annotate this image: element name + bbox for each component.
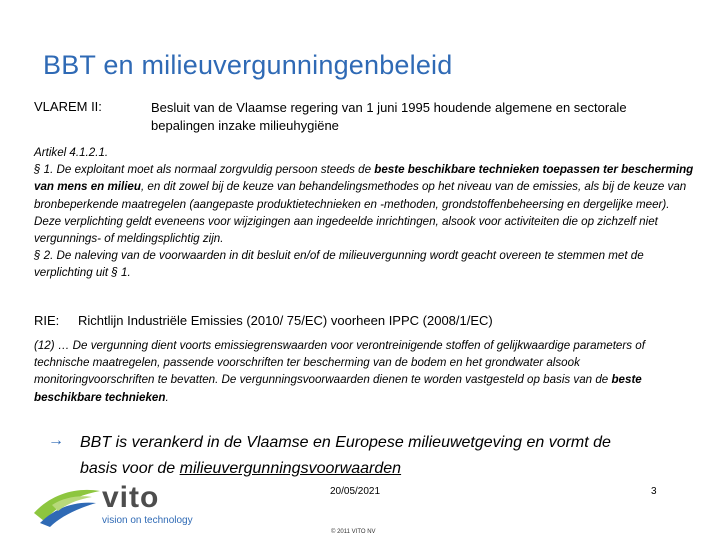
article-heading: Artikel 4.1.2.1. bbox=[34, 146, 109, 159]
vlarem-label: VLAREM II: bbox=[34, 99, 102, 114]
conclusion-text-a: BBT is verankerd in de Vlaamse en Europese milieuwetgeving en vormt de basis voor de bbox=[80, 434, 611, 477]
article-p1-text-a: § 1. De exploitant moet als normaal zorgvuldig persoon steeds de bbox=[34, 163, 375, 177]
footer-date: 20/05/2021 bbox=[330, 486, 381, 497]
conclusion-text bbox=[80, 430, 640, 482]
conclusion-underlined: milieuvergunningsvoorwaarden bbox=[179, 460, 402, 477]
article-paragraph-2: § 2. De naleving van de voorwaarden in dit besluit en/of de milieuvergunning wordt geacht overeen te stemmen met de verplichting uit § 1. bbox=[34, 249, 644, 280]
rie-text bbox=[34, 337, 694, 406]
arrow-icon: → bbox=[48, 432, 64, 449]
rie-text-a: (12) … De vergunning dient voorts emissiegrenswaarden voor verontreinigende stoffen of gelijkwaardige parameters of technische maatregelen, passende voorschriften ter bescherming van de bodem en het grondwater alsook monitoringvoorschriften te bevatten. De vergunningsvoorwaarden dienen te worden vastgesteld op basis van de bbox=[34, 339, 645, 387]
rie-heading: Richtlijn Industriële Emissies (2010/ 75/EC) voorheen IPPC (2008/1/EC) bbox=[78, 313, 493, 328]
article-paragraph-1 bbox=[34, 161, 694, 247]
logo-tagline: vision on technology bbox=[102, 515, 193, 526]
rie-label: RIE: bbox=[34, 313, 60, 328]
vito-logo-swoosh-icon bbox=[30, 483, 102, 529]
slide-title: BBT en milieuvergunningenbeleid bbox=[43, 50, 453, 80]
page-number: 3 bbox=[651, 486, 657, 497]
vito-logo bbox=[30, 483, 220, 529]
article-block bbox=[34, 144, 694, 282]
footer-copyright: © 2011 VITO NV bbox=[331, 529, 376, 535]
article-p1-text-b: , en dit zowel bij de keuze van behandelingsmethodes op het niveau van de emissies, als bij de keuze van bronbeperkende maatregelen (aangepaste produktietechnieken en -methoden, grondstoffenbeheersing en dergelijke meer). Deze verplichting geldt eveneens voor wijzigingen aan ingedeelde inrichtingen, alsook voor activiteiten die op zichzelf niet vergunnings- of meldingsplichtig zijn. bbox=[34, 180, 687, 246]
logo-wordmark: vito bbox=[102, 481, 160, 514]
rie-text-bold: beste beschikbare technieken bbox=[34, 373, 642, 404]
rie-heading-row bbox=[34, 313, 493, 328]
rie-text-b: . bbox=[165, 390, 169, 404]
article-p1-bold: beste beschikbare technieken toepassen ter bescherming van mens en milieu bbox=[34, 163, 694, 194]
vlarem-description: Besluit van de Vlaamse regering van 1 juni 1995 houdende algemene en sectorale bepalingen inzake milieuhygiëne bbox=[151, 100, 627, 133]
